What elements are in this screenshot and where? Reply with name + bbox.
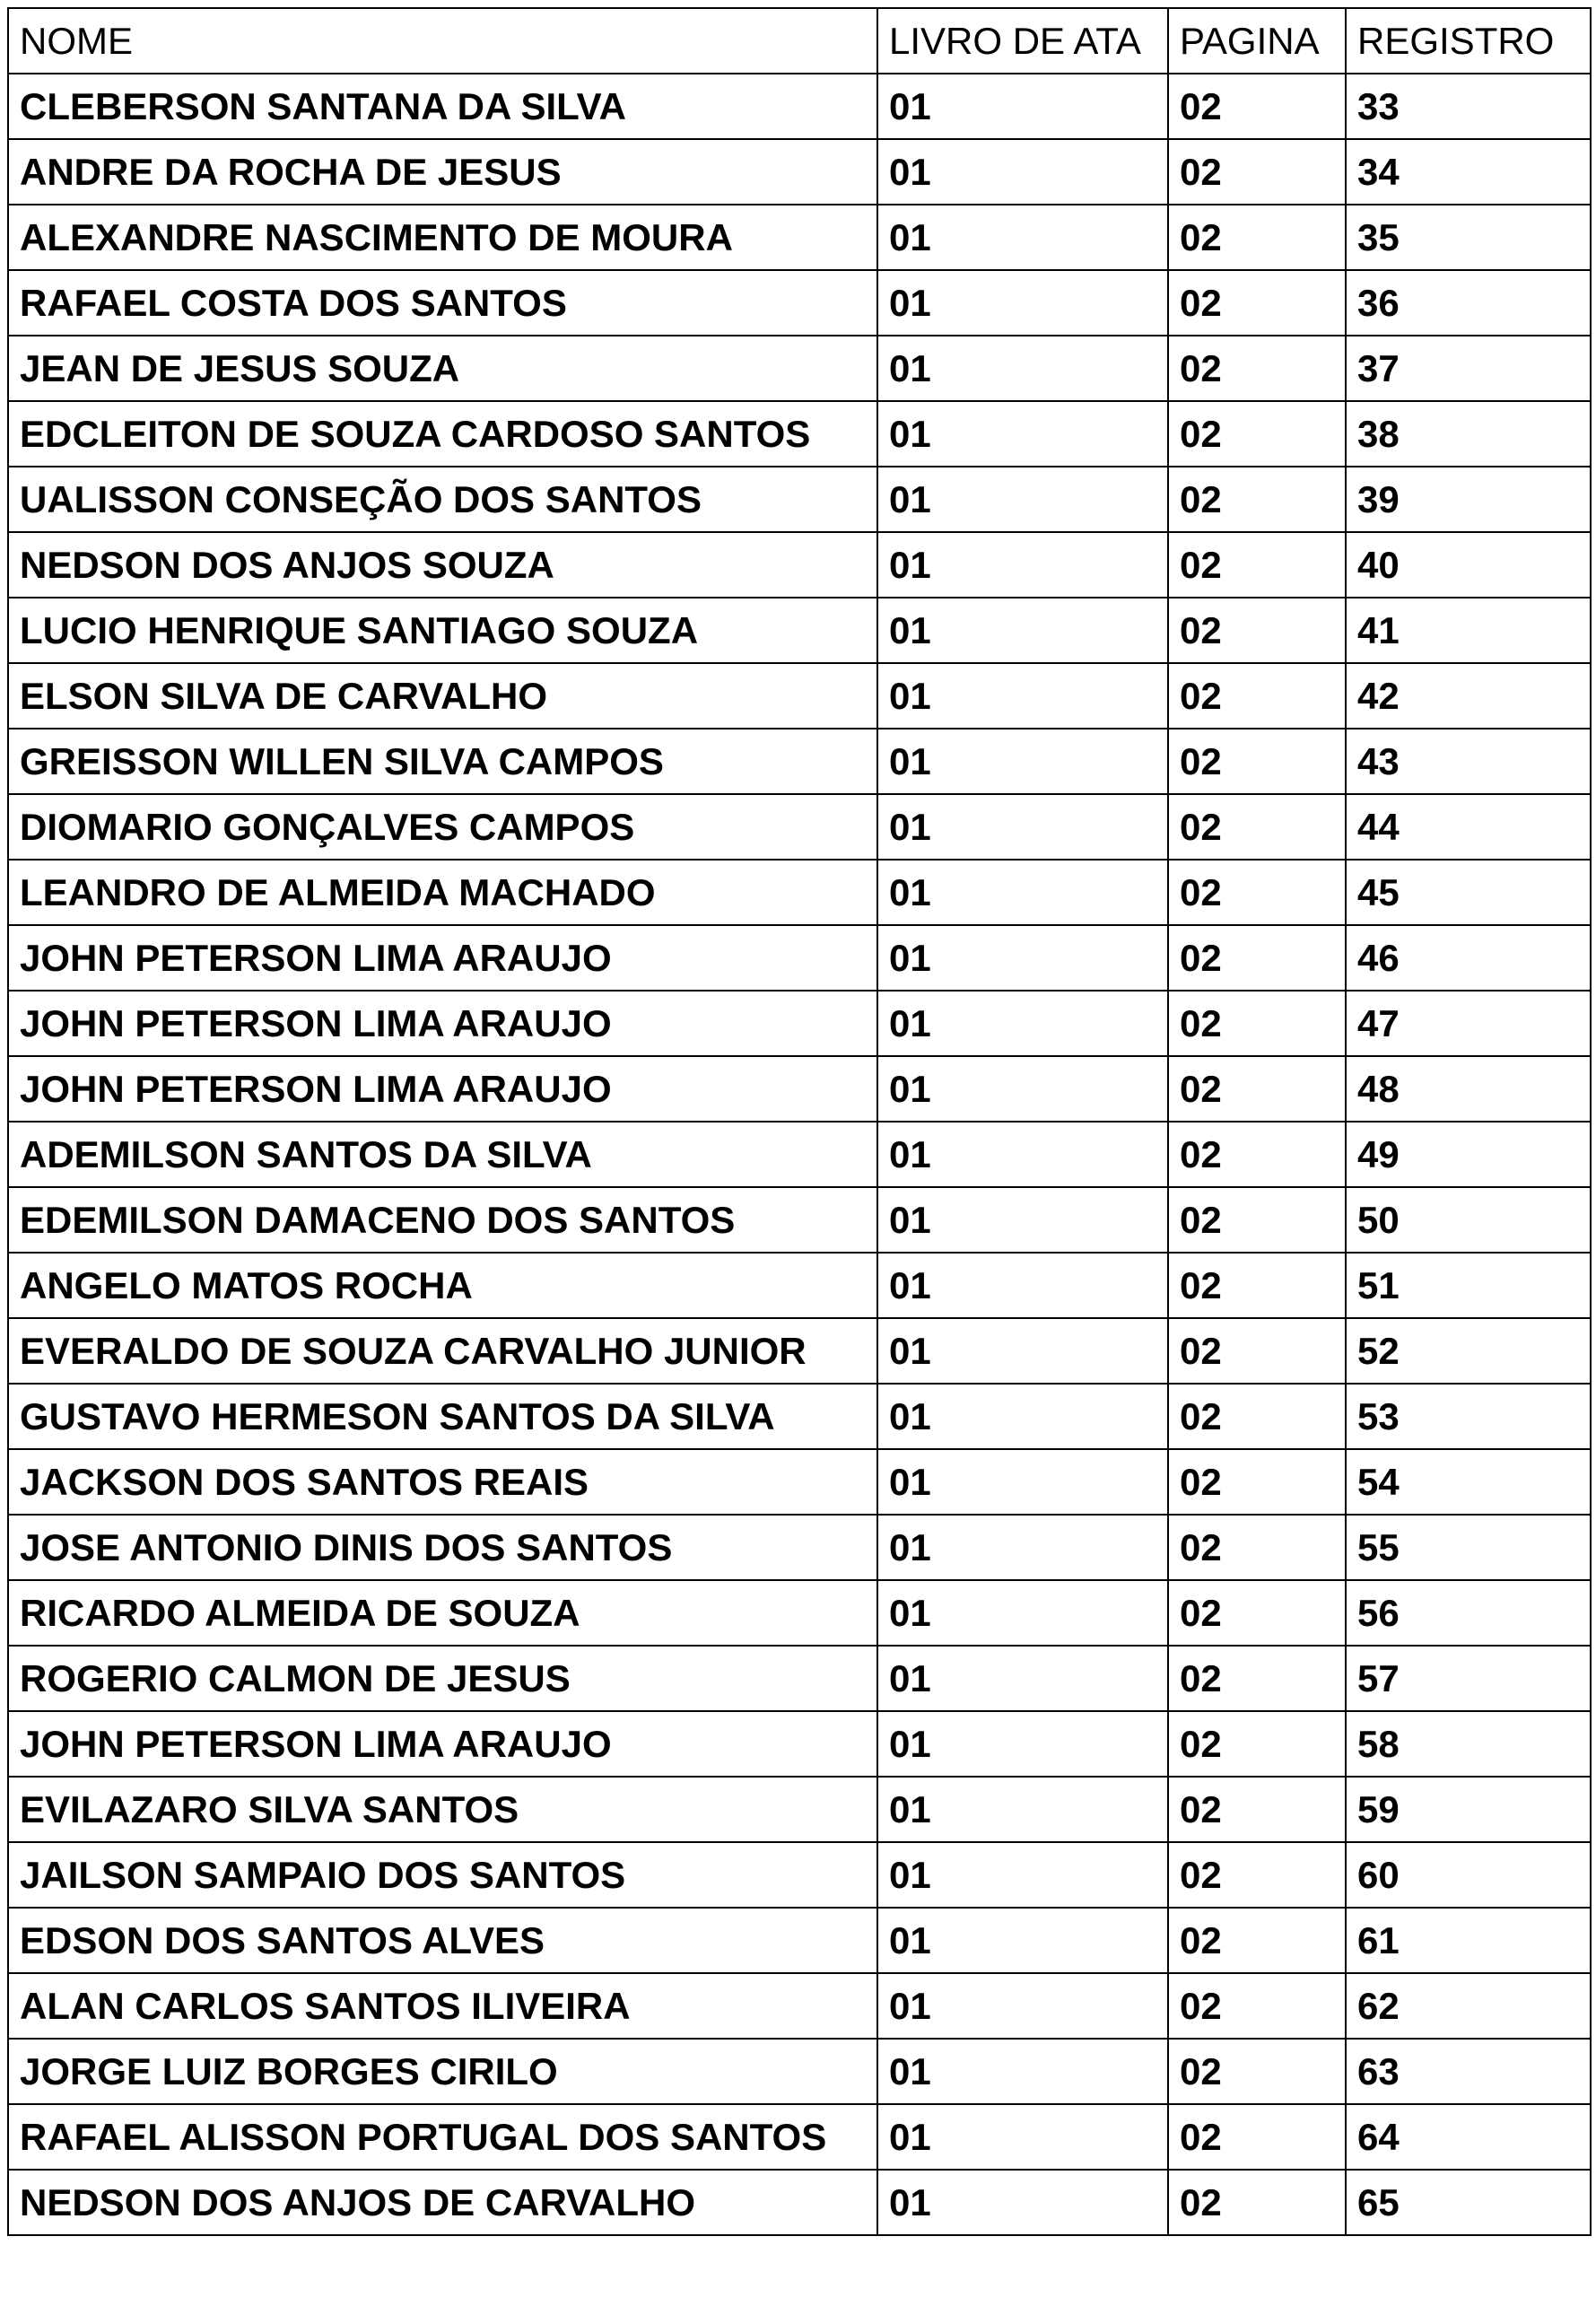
cell-pagina: 02 bbox=[1168, 1973, 1346, 2039]
cell-registro: 49 bbox=[1346, 1122, 1591, 1187]
cell-livro-de-ata: 01 bbox=[877, 74, 1168, 139]
cell-nome: EDSON DOS SANTOS ALVES bbox=[8, 1908, 877, 1973]
cell-pagina: 02 bbox=[1168, 1842, 1346, 1908]
cell-pagina: 02 bbox=[1168, 336, 1346, 401]
cell-registro: 34 bbox=[1346, 139, 1591, 205]
table-row bbox=[8, 2170, 1591, 2235]
cell-livro-de-ata: 01 bbox=[877, 1056, 1168, 1122]
table-row bbox=[8, 794, 1591, 860]
cell-pagina: 02 bbox=[1168, 1187, 1346, 1253]
registry-sheet bbox=[7, 7, 1590, 2236]
cell-pagina: 02 bbox=[1168, 401, 1346, 467]
cell-livro-de-ata: 01 bbox=[877, 1449, 1168, 1515]
cell-registro: 64 bbox=[1346, 2104, 1591, 2170]
cell-nome: RICARDO ALMEIDA DE SOUZA bbox=[8, 1580, 877, 1646]
cell-livro-de-ata: 01 bbox=[877, 925, 1168, 991]
cell-livro-de-ata: 01 bbox=[877, 1777, 1168, 1842]
table-row bbox=[8, 139, 1591, 205]
cell-registro: 36 bbox=[1346, 270, 1591, 336]
cell-nome: JOSE ANTONIO DINIS DOS SANTOS bbox=[8, 1515, 877, 1580]
cell-livro-de-ata: 01 bbox=[877, 1515, 1168, 1580]
cell-nome: ANGELO MATOS ROCHA bbox=[8, 1253, 877, 1318]
table-row bbox=[8, 729, 1591, 794]
cell-pagina: 02 bbox=[1168, 1908, 1346, 1973]
table-row bbox=[8, 991, 1591, 1056]
cell-pagina: 02 bbox=[1168, 1253, 1346, 1318]
table-row bbox=[8, 336, 1591, 401]
table-row bbox=[8, 1515, 1591, 1580]
table-row bbox=[8, 1580, 1591, 1646]
cell-livro-de-ata: 01 bbox=[877, 2104, 1168, 2170]
cell-livro-de-ata: 01 bbox=[877, 991, 1168, 1056]
cell-pagina: 02 bbox=[1168, 1122, 1346, 1187]
table-row bbox=[8, 401, 1591, 467]
cell-registro: 53 bbox=[1346, 1384, 1591, 1449]
cell-livro-de-ata: 01 bbox=[877, 1711, 1168, 1777]
table-row bbox=[8, 1318, 1591, 1384]
table-row bbox=[8, 1973, 1591, 2039]
cell-nome: LEANDRO DE ALMEIDA MACHADO bbox=[8, 860, 877, 925]
cell-pagina: 02 bbox=[1168, 205, 1346, 270]
cell-nome: ROGERIO CALMON DE JESUS bbox=[8, 1646, 877, 1711]
cell-nome: EDCLEITON DE SOUZA CARDOSO SANTOS bbox=[8, 401, 877, 467]
cell-livro-de-ata: 01 bbox=[877, 401, 1168, 467]
table-row bbox=[8, 2104, 1591, 2170]
cell-registro: 50 bbox=[1346, 1187, 1591, 1253]
cell-registro: 52 bbox=[1346, 1318, 1591, 1384]
table-row bbox=[8, 1908, 1591, 1973]
cell-nome: ANDRE DA ROCHA DE JESUS bbox=[8, 139, 877, 205]
table-row bbox=[8, 205, 1591, 270]
cell-nome: RAFAEL ALISSON PORTUGAL DOS SANTOS bbox=[8, 2104, 877, 2170]
cell-pagina: 02 bbox=[1168, 532, 1346, 598]
cell-livro-de-ata: 01 bbox=[877, 1253, 1168, 1318]
table-row bbox=[8, 598, 1591, 663]
cell-nome: LUCIO HENRIQUE SANTIAGO SOUZA bbox=[8, 598, 877, 663]
table-row bbox=[8, 1711, 1591, 1777]
cell-registro: 37 bbox=[1346, 336, 1591, 401]
cell-livro-de-ata: 01 bbox=[877, 1646, 1168, 1711]
table-row bbox=[8, 270, 1591, 336]
cell-livro-de-ata: 01 bbox=[877, 1908, 1168, 1973]
cell-pagina: 02 bbox=[1168, 991, 1346, 1056]
table-row bbox=[8, 1187, 1591, 1253]
cell-nome: NEDSON DOS ANJOS SOUZA bbox=[8, 532, 877, 598]
table-body bbox=[8, 74, 1591, 2235]
cell-nome: JAILSON SAMPAIO DOS SANTOS bbox=[8, 1842, 877, 1908]
cell-nome: ALAN CARLOS SANTOS ILIVEIRA bbox=[8, 1973, 877, 2039]
header-pagina: PAGINA bbox=[1168, 8, 1346, 74]
cell-livro-de-ata: 01 bbox=[877, 1122, 1168, 1187]
cell-nome: GREISSON WILLEN SILVA CAMPOS bbox=[8, 729, 877, 794]
table-row bbox=[8, 467, 1591, 532]
table-row bbox=[8, 1842, 1591, 1908]
cell-nome: RAFAEL COSTA DOS SANTOS bbox=[8, 270, 877, 336]
table-row bbox=[8, 1449, 1591, 1515]
cell-nome: UALISSON CONSEÇÃO DOS SANTOS bbox=[8, 467, 877, 532]
cell-livro-de-ata: 01 bbox=[877, 1842, 1168, 1908]
cell-pagina: 02 bbox=[1168, 270, 1346, 336]
cell-nome: EDEMILSON DAMACENO DOS SANTOS bbox=[8, 1187, 877, 1253]
cell-pagina: 02 bbox=[1168, 1515, 1346, 1580]
cell-registro: 48 bbox=[1346, 1056, 1591, 1122]
table-row bbox=[8, 925, 1591, 991]
cell-livro-de-ata: 01 bbox=[877, 794, 1168, 860]
cell-pagina: 02 bbox=[1168, 729, 1346, 794]
table-row bbox=[8, 532, 1591, 598]
header-livro-de-ata: LIVRO DE ATA bbox=[877, 8, 1168, 74]
cell-registro: 38 bbox=[1346, 401, 1591, 467]
cell-livro-de-ata: 01 bbox=[877, 467, 1168, 532]
cell-livro-de-ata: 01 bbox=[877, 336, 1168, 401]
cell-livro-de-ata: 01 bbox=[877, 1318, 1168, 1384]
cell-pagina: 02 bbox=[1168, 139, 1346, 205]
cell-pagina: 02 bbox=[1168, 663, 1346, 729]
cell-pagina: 02 bbox=[1168, 598, 1346, 663]
cell-livro-de-ata: 01 bbox=[877, 532, 1168, 598]
cell-nome: ADEMILSON SANTOS DA SILVA bbox=[8, 1122, 877, 1187]
cell-registro: 35 bbox=[1346, 205, 1591, 270]
cell-registro: 39 bbox=[1346, 467, 1591, 532]
cell-nome: ELSON SILVA DE CARVALHO bbox=[8, 663, 877, 729]
cell-pagina: 02 bbox=[1168, 1384, 1346, 1449]
cell-registro: 45 bbox=[1346, 860, 1591, 925]
cell-livro-de-ata: 01 bbox=[877, 1580, 1168, 1646]
cell-registro: 63 bbox=[1346, 2039, 1591, 2104]
cell-nome: JOHN PETERSON LIMA ARAUJO bbox=[8, 1056, 877, 1122]
cell-nome: JORGE LUIZ BORGES CIRILO bbox=[8, 2039, 877, 2104]
cell-pagina: 02 bbox=[1168, 925, 1346, 991]
cell-registro: 44 bbox=[1346, 794, 1591, 860]
cell-registro: 57 bbox=[1346, 1646, 1591, 1711]
cell-registro: 51 bbox=[1346, 1253, 1591, 1318]
table-row bbox=[8, 1384, 1591, 1449]
cell-livro-de-ata: 01 bbox=[877, 2039, 1168, 2104]
cell-nome: ALEXANDRE NASCIMENTO DE MOURA bbox=[8, 205, 877, 270]
cell-livro-de-ata: 01 bbox=[877, 663, 1168, 729]
cell-pagina: 02 bbox=[1168, 1646, 1346, 1711]
cell-pagina: 02 bbox=[1168, 467, 1346, 532]
cell-registro: 56 bbox=[1346, 1580, 1591, 1646]
table-row bbox=[8, 2039, 1591, 2104]
cell-livro-de-ata: 01 bbox=[877, 205, 1168, 270]
cell-registro: 47 bbox=[1346, 991, 1591, 1056]
table-header-row bbox=[8, 8, 1591, 74]
cell-nome: JOHN PETERSON LIMA ARAUJO bbox=[8, 991, 877, 1056]
cell-pagina: 02 bbox=[1168, 1777, 1346, 1842]
cell-livro-de-ata: 01 bbox=[877, 1187, 1168, 1253]
cell-pagina: 02 bbox=[1168, 1449, 1346, 1515]
table-row bbox=[8, 1253, 1591, 1318]
cell-livro-de-ata: 01 bbox=[877, 139, 1168, 205]
cell-registro: 42 bbox=[1346, 663, 1591, 729]
cell-livro-de-ata: 01 bbox=[877, 860, 1168, 925]
cell-nome: CLEBERSON SANTANA DA SILVA bbox=[8, 74, 877, 139]
cell-pagina: 02 bbox=[1168, 794, 1346, 860]
cell-registro: 55 bbox=[1346, 1515, 1591, 1580]
cell-pagina: 02 bbox=[1168, 1318, 1346, 1384]
cell-livro-de-ata: 01 bbox=[877, 1973, 1168, 2039]
cell-registro: 60 bbox=[1346, 1842, 1591, 1908]
table-row bbox=[8, 74, 1591, 139]
table-row bbox=[8, 1056, 1591, 1122]
cell-pagina: 02 bbox=[1168, 1711, 1346, 1777]
cell-registro: 33 bbox=[1346, 74, 1591, 139]
cell-nome: EVERALDO DE SOUZA CARVALHO JUNIOR bbox=[8, 1318, 877, 1384]
cell-nome: JEAN DE JESUS SOUZA bbox=[8, 336, 877, 401]
cell-nome: JOHN PETERSON LIMA ARAUJO bbox=[8, 1711, 877, 1777]
header-nome: NOME bbox=[8, 8, 877, 74]
header-registro: REGISTRO bbox=[1346, 8, 1591, 74]
table-row bbox=[8, 663, 1591, 729]
registry-table bbox=[7, 7, 1592, 2236]
cell-nome: JOHN PETERSON LIMA ARAUJO bbox=[8, 925, 877, 991]
cell-nome: NEDSON DOS ANJOS DE CARVALHO bbox=[8, 2170, 877, 2235]
cell-pagina: 02 bbox=[1168, 1580, 1346, 1646]
cell-pagina: 02 bbox=[1168, 2170, 1346, 2235]
cell-livro-de-ata: 01 bbox=[877, 2170, 1168, 2235]
cell-registro: 59 bbox=[1346, 1777, 1591, 1842]
cell-nome: EVILAZARO SILVA SANTOS bbox=[8, 1777, 877, 1842]
table-row bbox=[8, 1122, 1591, 1187]
cell-registro: 65 bbox=[1346, 2170, 1591, 2235]
cell-registro: 40 bbox=[1346, 532, 1591, 598]
cell-registro: 54 bbox=[1346, 1449, 1591, 1515]
cell-registro: 61 bbox=[1346, 1908, 1591, 1973]
cell-nome: JACKSON DOS SANTOS REAIS bbox=[8, 1449, 877, 1515]
cell-livro-de-ata: 01 bbox=[877, 729, 1168, 794]
cell-registro: 58 bbox=[1346, 1711, 1591, 1777]
cell-pagina: 02 bbox=[1168, 1056, 1346, 1122]
cell-livro-de-ata: 01 bbox=[877, 1384, 1168, 1449]
table-row bbox=[8, 860, 1591, 925]
cell-pagina: 02 bbox=[1168, 74, 1346, 139]
cell-livro-de-ata: 01 bbox=[877, 598, 1168, 663]
cell-pagina: 02 bbox=[1168, 2039, 1346, 2104]
table-row bbox=[8, 1777, 1591, 1842]
cell-registro: 46 bbox=[1346, 925, 1591, 991]
cell-registro: 62 bbox=[1346, 1973, 1591, 2039]
cell-nome: GUSTAVO HERMESON SANTOS DA SILVA bbox=[8, 1384, 877, 1449]
cell-pagina: 02 bbox=[1168, 860, 1346, 925]
cell-registro: 43 bbox=[1346, 729, 1591, 794]
table-row bbox=[8, 1646, 1591, 1711]
cell-pagina: 02 bbox=[1168, 2104, 1346, 2170]
cell-nome: DIOMARIO GONÇALVES CAMPOS bbox=[8, 794, 877, 860]
cell-registro: 41 bbox=[1346, 598, 1591, 663]
cell-livro-de-ata: 01 bbox=[877, 270, 1168, 336]
